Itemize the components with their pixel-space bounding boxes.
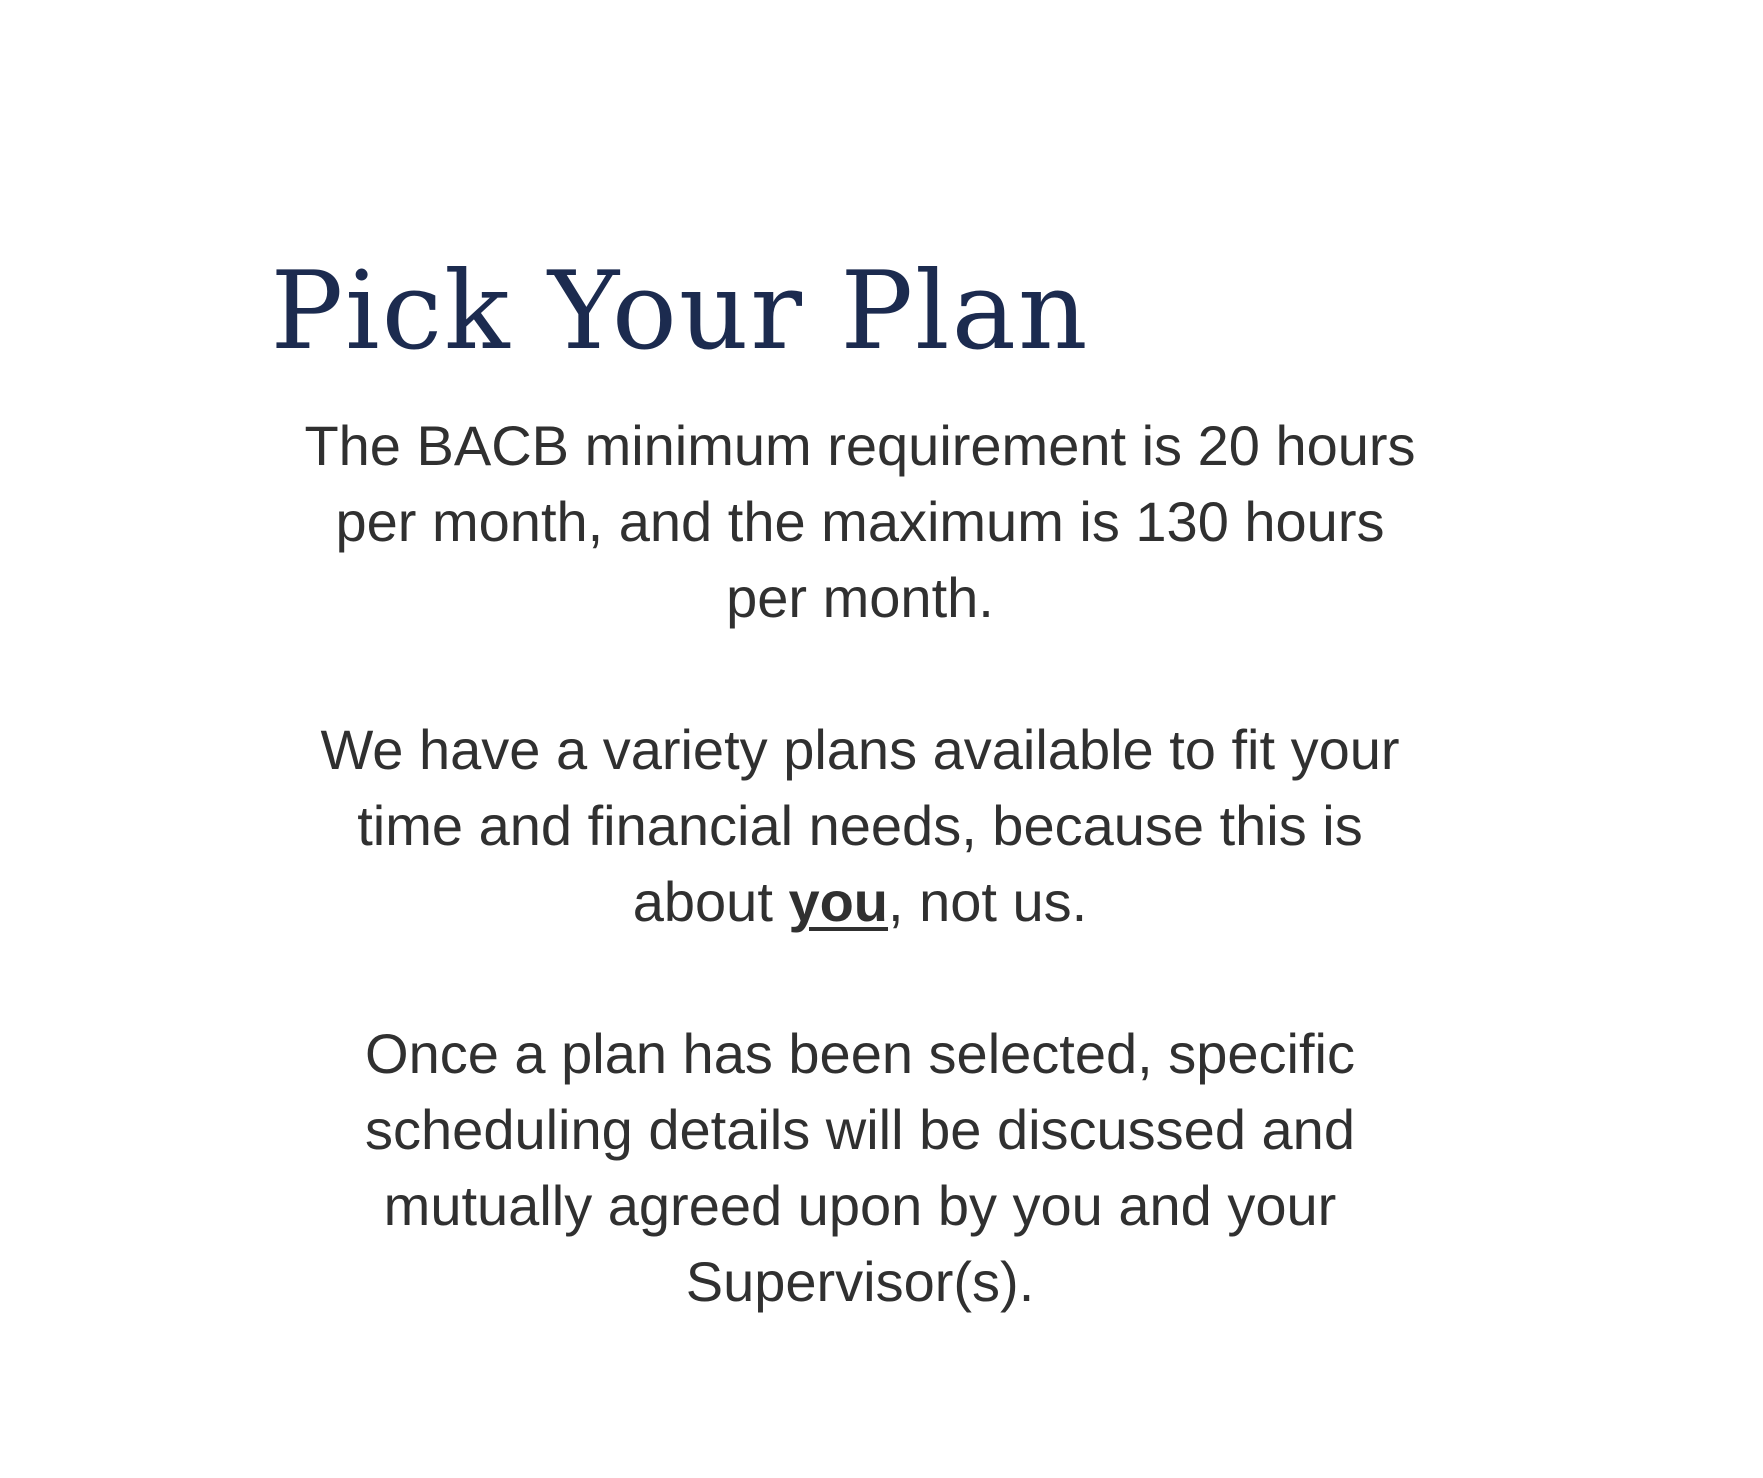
you-emphasis: you	[788, 870, 889, 933]
plans-paragraph	[300, 712, 1420, 940]
scheduling-paragraph: Once a plan has been selected, specific scheduling details will be discussed and mutually agreed upon by you and your Supervisor(s).	[365, 1022, 1355, 1313]
requirement-paragraph: The BACB minimum requirement is 20 hours per month, and the maximum is 130 hours per month.	[304, 414, 1416, 629]
plan-section	[270, 249, 1420, 1320]
plans-text-after: , not us.	[888, 870, 1088, 933]
page-title: Pick Your Plan	[270, 249, 1090, 374]
plans-text-before: We have a variety plans available to fit your time and financial needs, because this is about	[320, 718, 1400, 933]
